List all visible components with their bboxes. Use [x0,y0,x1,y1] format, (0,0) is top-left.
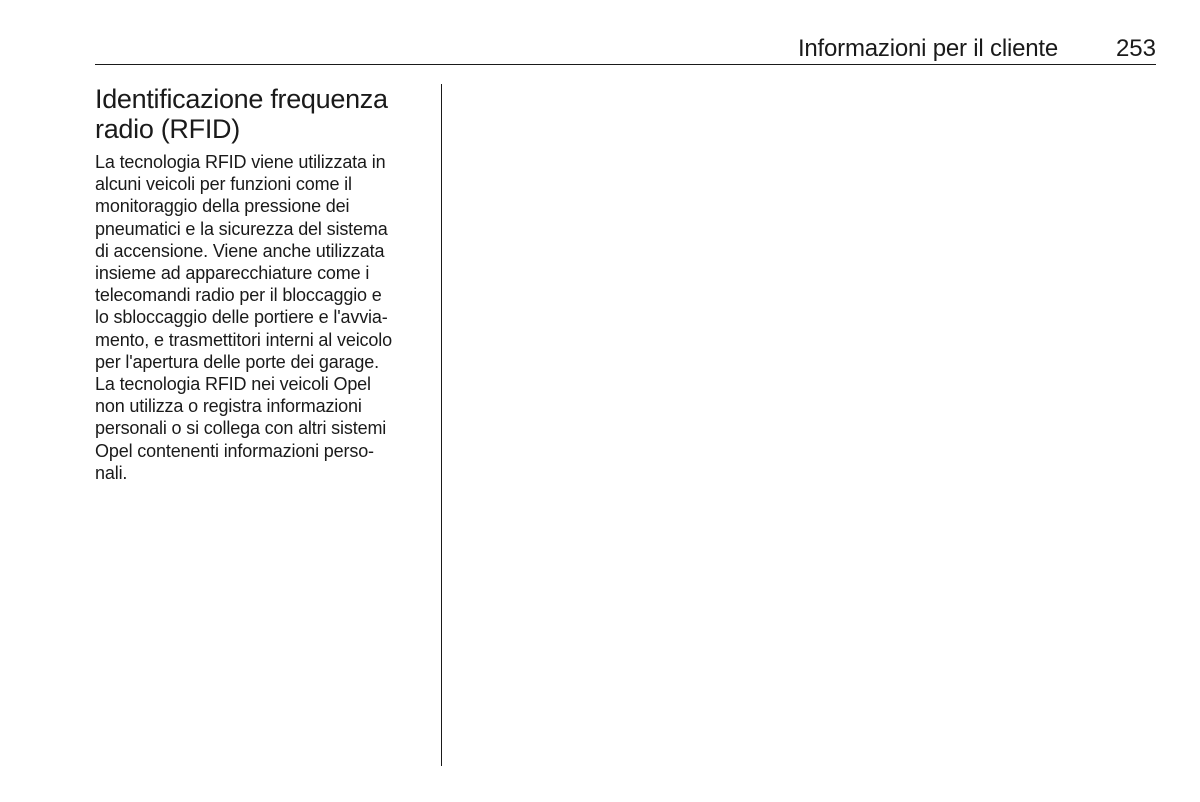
column-divider [441,84,442,766]
page-header [95,30,1156,65]
body-line: pneumatici e la sicurezza del sistema [95,218,388,239]
body-line: di accensione. Viene anche utilizzata [95,240,385,261]
header-title: Informazioni per il cliente [797,35,1058,62]
body-line: La tecnologia RFID viene utilizzata in [95,152,386,172]
body-line: non utilizza o registra informazioni [95,396,362,417]
section-body [95,151,431,484]
page-number: 253 [1115,35,1156,62]
body-line: lo sbloccaggio delle portiere e l'avvia- [95,307,388,328]
body-line: insieme ad apparecchiature come i [95,263,370,284]
body-line: per l'apertura delle porte dei garage. [95,351,379,372]
section-heading [95,84,431,144]
body-line: mento, e trasmettitori interni al veicolo [95,329,392,350]
body-line: telecomandi radio per il bloccaggio e [95,285,382,306]
body-line: alcuni veicoli per funzioni come il [95,174,352,195]
body-line: La tecnologia RFID nei veicoli Opel [95,374,371,395]
section-heading-line: radio (RFID) [95,114,240,144]
body-line: personali o si collega con altri sistemi [95,418,387,439]
section-heading-line: Identificazione frequenza [95,84,388,114]
body-line: nali. [95,462,128,483]
body-line: Opel contenenti informazioni perso- [95,440,374,461]
body-line: monitoraggio della pressione dei [95,196,350,217]
left-column [95,84,431,484]
